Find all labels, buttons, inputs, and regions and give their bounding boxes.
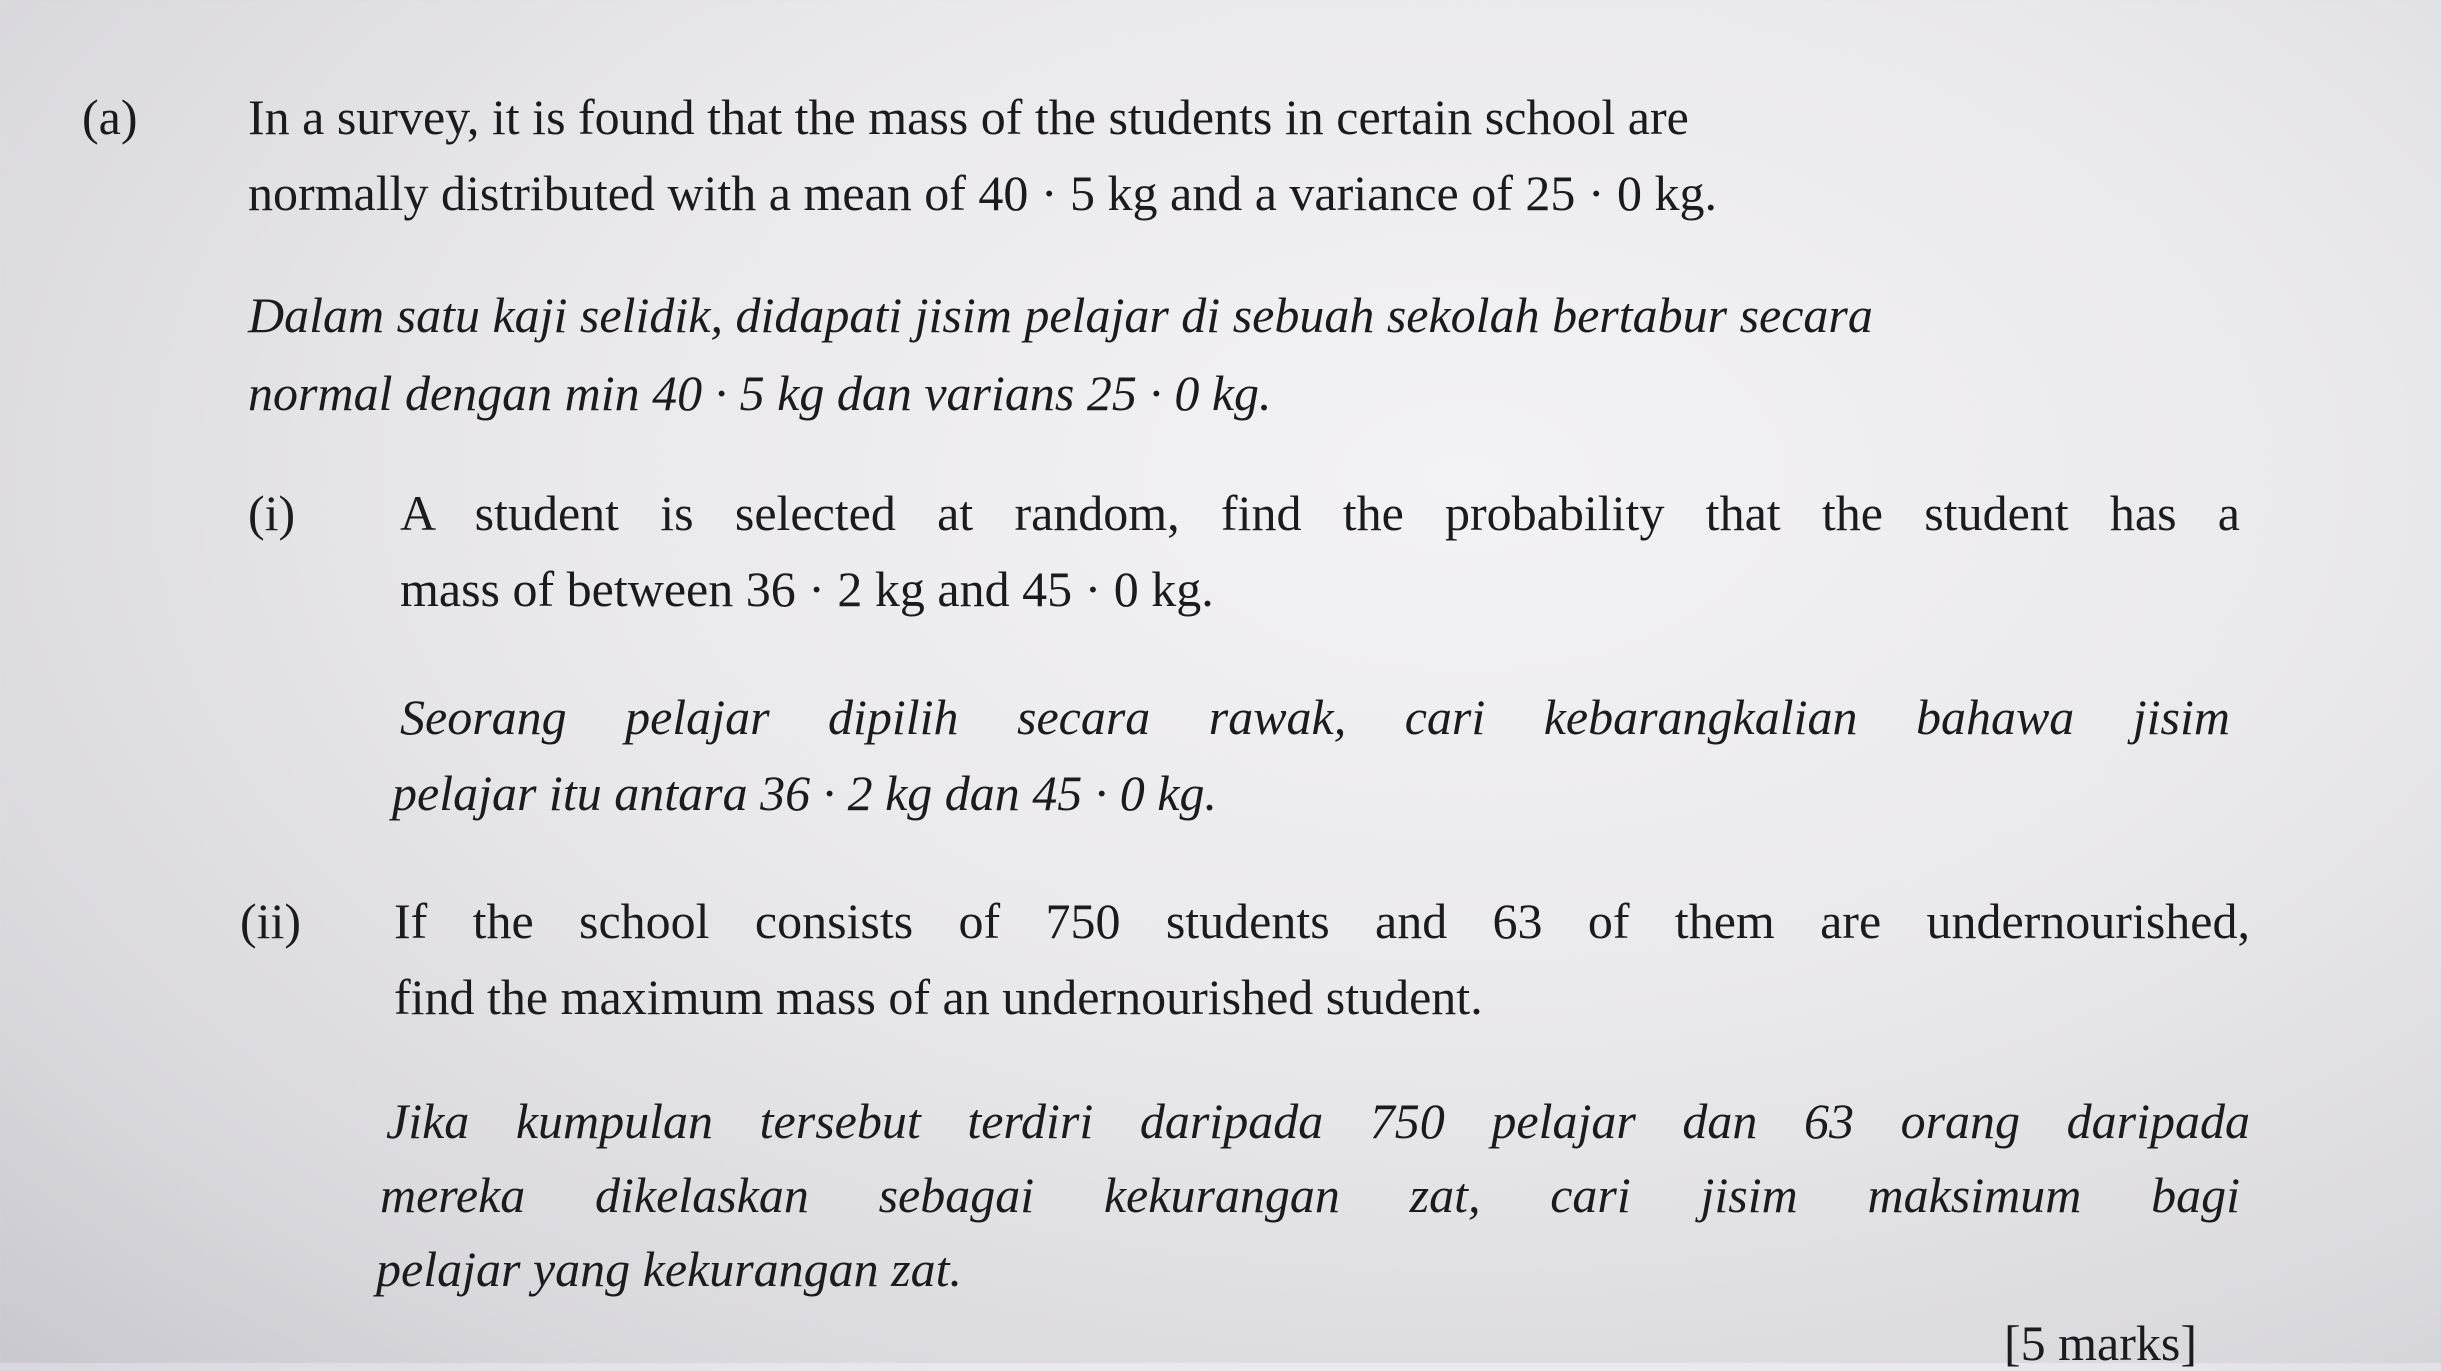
marks-label: [5 marks]	[2004, 1315, 2197, 1371]
part-a-malay-line-2: normal dengan min 40 · 5 kg dan varians 25 · 0 kg.	[248, 365, 1272, 421]
part-ii-english-line-2: find the maximum mass of an undernourished student.	[394, 969, 1483, 1025]
part-a-english-line-1: In a survey, it is found that the mass of the students in certain school are	[248, 89, 1689, 145]
part-ii-malay-line-2: mereka dikelaskan sebagai kekurangan zat, cari jisim maksimum bagi	[380, 1167, 2240, 1223]
part-ii-label: (ii)	[240, 893, 302, 949]
part-i-malay-line-1: Seorang pelajar dipilih secara rawak, cari kebarangkalian bahawa jisim	[400, 689, 2230, 745]
part-a-label: (a)	[82, 89, 138, 145]
part-i-label: (i)	[248, 485, 296, 541]
part-i-english-line-2: mass of between 36 · 2 kg and 45 · 0 kg.	[400, 561, 1214, 617]
part-a-malay-line-1: Dalam satu kaji selidik, didapati jisim pelajar di sebuah sekolah bertabur secara	[248, 287, 1873, 343]
part-ii-english-line-1: If the school consists of 750 students and 63 of them are undernourished,	[394, 893, 2250, 949]
part-a-english-line-2: normally distributed with a mean of 40 · 5 kg and a variance of 25 · 0 kg.	[248, 165, 1718, 221]
part-i-malay-line-2: pelajar itu antara 36 · 2 kg dan 45 · 0 kg.	[392, 765, 1217, 821]
part-i-english-line-1: A student is selected at random, find the probability that the student has a	[400, 485, 2240, 541]
part-ii-malay-line-3: pelajar yang kekurangan zat.	[376, 1241, 963, 1297]
part-ii-malay-line-1: Jika kumpulan tersebut terdiri daripada 750 pelajar dan 63 orang daripada	[386, 1093, 2250, 1149]
